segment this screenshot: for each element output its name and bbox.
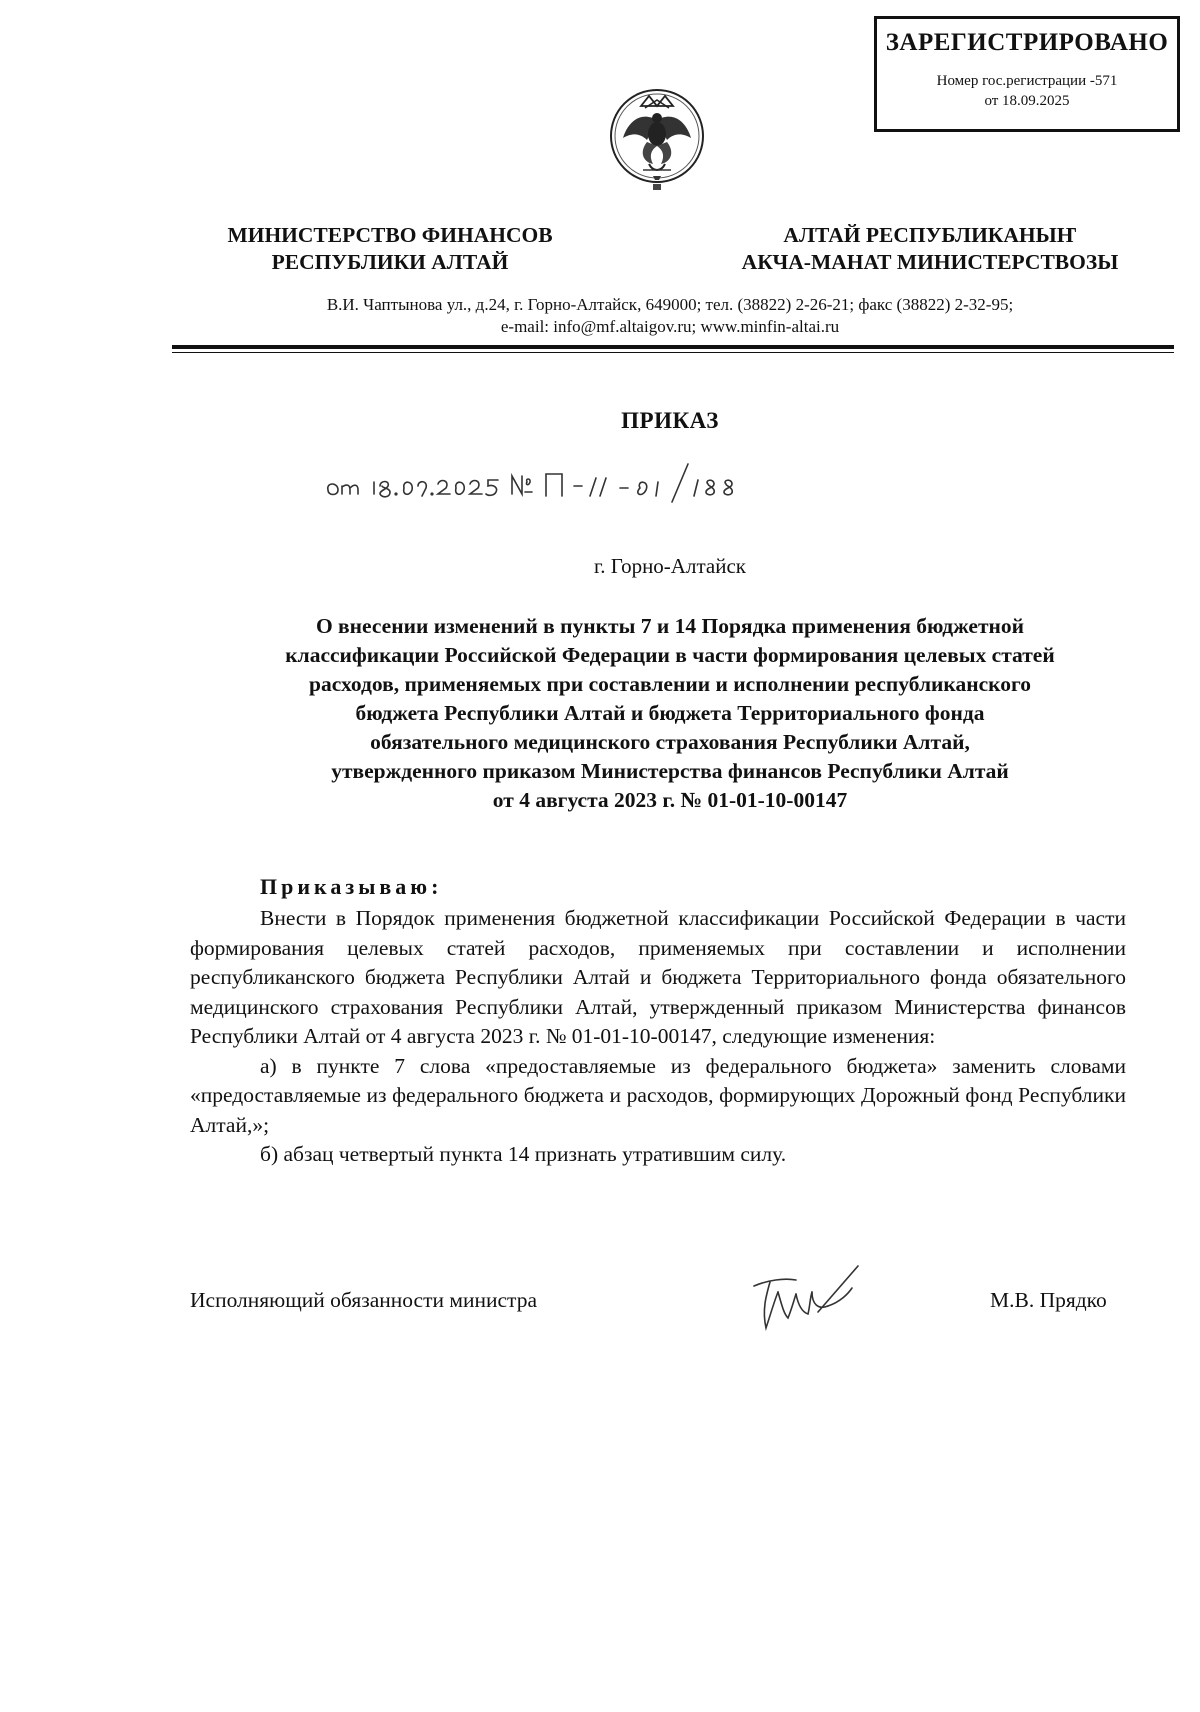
registration-stamp <box>874 16 1180 132</box>
address-line1: В.И. Чаптынова ул., д.24, г. Горно-Алтайск, 649000; тел. (38822) 2-26-21; факс (38822) 2-32-95; <box>326 295 1014 314</box>
altai-republic-coat-of-arms-icon <box>603 80 711 198</box>
document-body <box>190 904 1126 1170</box>
ministry-name-russian <box>190 222 590 276</box>
ministry-alt-line1: АЛТАЙ РЕСПУБЛИКАНЫҤ <box>783 223 1077 247</box>
signatory-title: Исполняющий обязанности министра <box>190 1288 537 1312</box>
document-type: ПРИКАЗ <box>621 408 719 433</box>
stamp-reg-number: Номер гос.регистрации -571 <box>936 73 1118 89</box>
subject-line: от 4 августа 2023 г. № 01-01-10-00147 <box>492 788 848 812</box>
document-subject <box>190 612 1150 815</box>
ministry-address <box>170 294 1170 338</box>
subject-line: утвержденного приказом Министерства финансов Республики Алтай <box>331 759 1009 783</box>
address-line2: e-mail: info@mf.altaigov.ru; www.minfin-altai.ru <box>500 317 840 336</box>
stamp-reg-date: от 18.09.2025 <box>984 93 1070 109</box>
subject-line: классификации Российской Федерации в части формирования целевых статей <box>285 643 1055 667</box>
order-word: Приказываю: <box>260 874 443 899</box>
ministry-ru-line2: РЕСПУБЛИКИ АЛТАЙ <box>271 250 509 274</box>
signatory-name: М.В. Прядко <box>990 1288 1107 1312</box>
body-paragraph: б) абзац четвертый пункта 14 признать утратившим силу. <box>260 1142 787 1166</box>
handwritten-number-icon <box>322 460 742 510</box>
city: г. Горно-Алтайск <box>594 554 746 578</box>
handwritten-signature-icon <box>748 1262 868 1342</box>
header-divider-thick <box>172 345 1174 349</box>
body-paragraph: Внести в Порядок применения бюджетной классификации Российской Федерации в части формирования целевых статей расходов, применяемых при составлении и исполнении республиканского бюджета Республики Алтай и бюджета Территориального фонда обязательного медицинского страхования Республики Алтай, утвержденный приказом Министерства финансов Республики Алтай от 4 августа 2023 г. № 01-01-10-00147, следующие изменения: <box>190 906 1126 1048</box>
stamp-title: ЗАРЕГИСТРИРОВАНО <box>885 29 1169 56</box>
ministry-alt-line2: АКЧА-МАНАТ МИНИСТЕРСТВОЗЫ <box>741 250 1119 274</box>
body-paragraph: а) в пункте 7 слова «предоставляемые из федерального бюджета» заменить словами «предоставляемые из федерального бюджета и расходов, формирующих Дорожный фонд Республики Алтай,»; <box>190 1053 1126 1137</box>
subject-line: обязательного медицинского страхования Республики Алтай, <box>370 730 970 754</box>
header-divider-thin <box>172 352 1174 353</box>
ministry-ru-line1: МИНИСТЕРСТВО ФИНАНСОВ <box>227 223 553 247</box>
subject-line: бюджета Республики Алтай и бюджета Территориального фонда <box>355 701 985 725</box>
subject-line: расходов, применяемых при составлении и исполнении республиканского <box>309 672 1031 696</box>
subject-line: О внесении изменений в пункты 7 и 14 Порядка применения бюджетной <box>315 614 1025 638</box>
ministry-name-altai <box>710 222 1150 276</box>
